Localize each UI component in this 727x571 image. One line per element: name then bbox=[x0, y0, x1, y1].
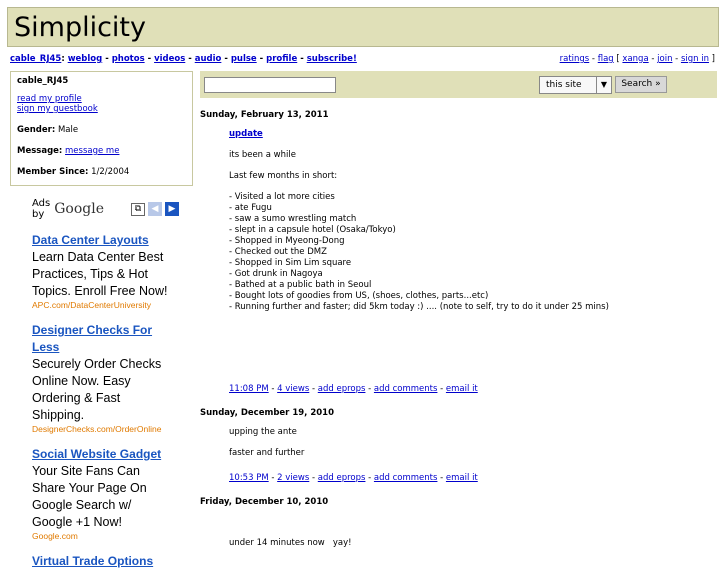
google-logo: Google bbox=[54, 201, 104, 217]
entry-time-link[interactable]: 11:08 PM bbox=[229, 384, 269, 394]
ad-desc: Your Site Fans Can Share Your Page On Google Search w/ Google +1 Now! bbox=[32, 464, 147, 529]
ads-panel bbox=[32, 198, 176, 570]
entry-paragraph: upping the ante bbox=[229, 427, 297, 437]
chevron-down-icon[interactable]: ▼ bbox=[596, 77, 611, 93]
profile-box bbox=[10, 71, 193, 186]
entry-paragraph: under 14 minutes now yay! bbox=[229, 538, 352, 548]
list-item: - Got drunk in Nagoya bbox=[229, 269, 323, 279]
entry-body bbox=[229, 516, 717, 571]
nav-subscribe[interactable]: subscribe! bbox=[306, 54, 357, 64]
nav-weblog[interactable]: weblog bbox=[67, 54, 103, 64]
join-link[interactable]: join bbox=[657, 54, 673, 64]
list-item: - Checked out the DMZ bbox=[229, 247, 327, 257]
site-header bbox=[7, 7, 719, 47]
profile-username: cable_RJ45 bbox=[17, 76, 69, 86]
entry-views-link[interactable]: 2 views bbox=[277, 473, 310, 483]
entry-views-link[interactable]: 4 views bbox=[277, 384, 310, 394]
list-item: - saw a sumo wrestling match bbox=[229, 214, 357, 224]
entry-paragraph: faster and further bbox=[229, 448, 305, 458]
ads-by-google bbox=[32, 198, 176, 220]
ratings-link[interactable]: ratings bbox=[559, 54, 590, 64]
ad-url[interactable]: APC.com/DataCenterUniversity bbox=[32, 300, 152, 310]
entry-time-link[interactable]: 10:53 PM bbox=[229, 473, 269, 483]
nav-photos[interactable]: photos bbox=[111, 54, 145, 64]
nav-videos[interactable]: videos bbox=[154, 54, 186, 64]
site-title: Simplicity bbox=[14, 12, 146, 43]
list-item: - ate Fugu bbox=[229, 203, 272, 213]
ad-item[interactable] bbox=[32, 446, 172, 541]
list-item: - slept in a capsule hotel (Osaka/Tokyo) bbox=[229, 225, 396, 235]
entry-body bbox=[229, 129, 717, 313]
ad-title[interactable]: Designer Checks For Less bbox=[32, 323, 153, 354]
list-item: - Running further and faster; did 5km today :) .... (note to self, try to do it under 25 mins) bbox=[229, 302, 609, 312]
ad-desc: Securely Order Checks Online Now. Easy Ordering & Fast Shipping. bbox=[32, 357, 162, 422]
nav-user-link[interactable]: cable_RJ45 bbox=[10, 54, 62, 64]
xanga-link[interactable]: xanga bbox=[622, 54, 649, 64]
ad-window-icon[interactable]: ⧉ bbox=[131, 203, 145, 216]
list-item: - Visited a lot more cities bbox=[229, 192, 335, 202]
ad-title[interactable]: Data Center Layouts bbox=[32, 233, 149, 247]
add-comments-link[interactable]: add comments bbox=[373, 473, 438, 483]
add-eprops-link[interactable]: add eprops bbox=[317, 473, 366, 483]
add-comments-link[interactable]: add comments bbox=[373, 384, 438, 394]
ad-prev-icon[interactable]: ◀ bbox=[148, 202, 162, 216]
entry-date: Sunday, December 19, 2010 bbox=[200, 408, 335, 418]
list-item: - Bought lots of goodies from US, (shoes, clothes, parts...etc) bbox=[229, 291, 489, 301]
list-item: - Shopped in Sim Lim square bbox=[229, 258, 352, 268]
search-bar bbox=[200, 71, 717, 98]
email-it-link[interactable]: email it bbox=[445, 384, 478, 394]
member-since-value: 1/2/2004 bbox=[91, 167, 130, 177]
message-me-link[interactable]: message me bbox=[65, 146, 120, 156]
ad-item[interactable] bbox=[32, 232, 172, 310]
entry-body bbox=[229, 427, 717, 459]
weblog-entries bbox=[200, 110, 717, 571]
message-label: Message: bbox=[17, 146, 63, 156]
entry-list bbox=[229, 192, 717, 313]
read-profile-link[interactable]: read my profile bbox=[17, 94, 82, 104]
search-button[interactable]: Search » bbox=[615, 76, 667, 93]
ad-url[interactable]: DesignerChecks.com/OrderOnline bbox=[32, 424, 162, 434]
ad-desc: Learn Data Center Best Practices, Tips & Hot Topics. Enroll Free Now! bbox=[32, 250, 168, 298]
signin-link[interactable]: sign in bbox=[680, 54, 709, 64]
entry-paragraph: Last few months in short: bbox=[229, 171, 338, 181]
entry-paragraph: its been a while bbox=[229, 150, 296, 160]
gender-value: Male bbox=[57, 125, 79, 135]
entry-date: Friday, December 10, 2010 bbox=[200, 497, 329, 507]
list-item: - Bathed at a public bath in Seoul bbox=[229, 280, 372, 290]
add-eprops-link[interactable]: add eprops bbox=[317, 384, 366, 394]
top-right-links: ratings - flag [ xanga - join - sign in ] bbox=[559, 54, 715, 64]
nav-pulse[interactable]: pulse bbox=[230, 54, 257, 64]
entry-title-link[interactable]: update bbox=[229, 129, 263, 139]
list-item: - Shopped in Myeong-Dong bbox=[229, 236, 345, 246]
ad-title[interactable]: Virtual Trade Options bbox=[32, 554, 154, 568]
entry-footer: 10:53 PM - 2 views - add eprops - add comments - email it bbox=[229, 473, 478, 483]
search-scope-value: this site bbox=[546, 80, 582, 90]
email-it-link[interactable]: email it bbox=[445, 473, 478, 483]
sign-guestbook-link[interactable]: sign my guestbook bbox=[17, 104, 98, 114]
nav-profile[interactable]: profile bbox=[266, 54, 298, 64]
search-input[interactable] bbox=[204, 77, 336, 93]
ad-item[interactable] bbox=[32, 322, 172, 434]
ad-title[interactable]: Social Website Gadget bbox=[32, 447, 162, 461]
search-scope-select[interactable] bbox=[539, 76, 612, 94]
ad-next-icon[interactable]: ▶ bbox=[165, 202, 179, 216]
gender-label: Gender: bbox=[17, 125, 56, 135]
entry-footer: 11:08 PM - 4 views - add eprops - add comments - email it bbox=[229, 384, 478, 394]
flag-link[interactable]: flag bbox=[597, 54, 614, 64]
nav-audio[interactable]: audio bbox=[194, 54, 222, 64]
ad-item[interactable] bbox=[32, 553, 172, 570]
member-since-label: Member Since: bbox=[17, 167, 89, 177]
ads-by-label: Ads by bbox=[32, 198, 51, 220]
ad-url[interactable]: Google.com bbox=[32, 531, 78, 541]
top-nav: cable_RJ45: weblog - photos - videos - audio - pulse - profile - subscribe! bbox=[10, 54, 357, 64]
entry-date: Sunday, February 13, 2011 bbox=[200, 110, 329, 120]
